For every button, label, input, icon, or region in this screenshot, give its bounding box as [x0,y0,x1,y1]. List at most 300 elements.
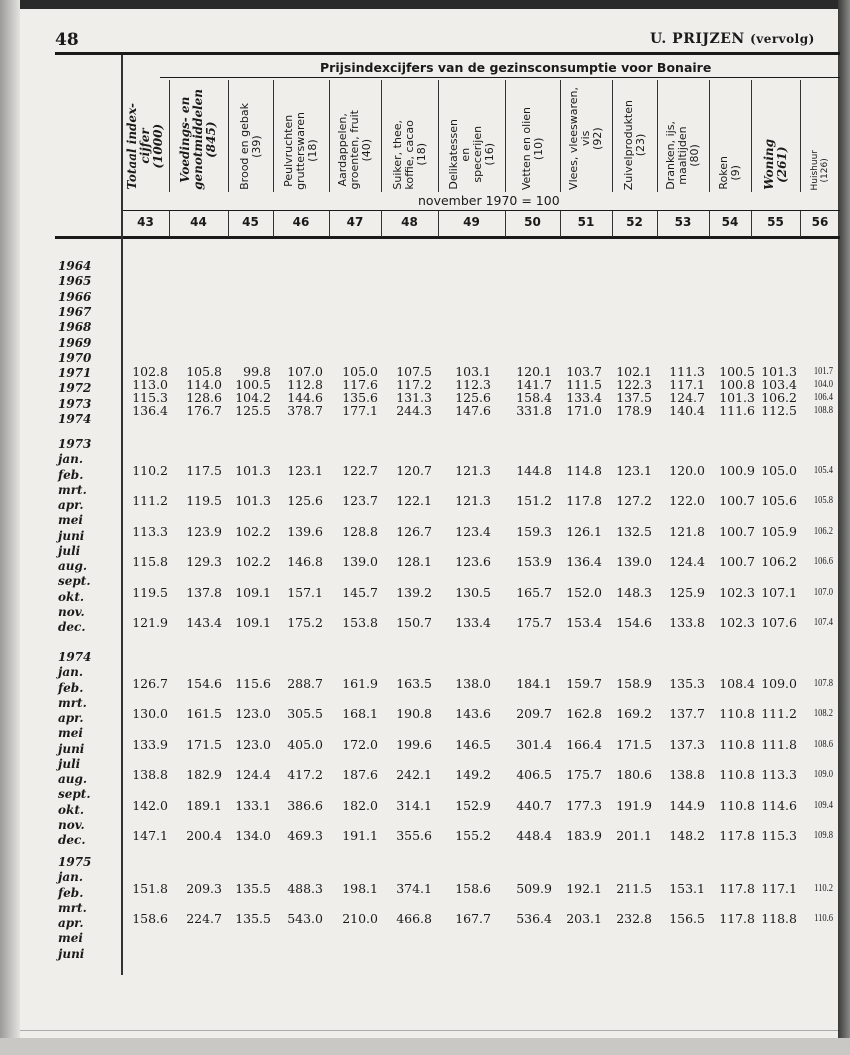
row-label-year: 1973 [58,396,92,411]
table-cell: 110.6 [814,913,833,924]
table-cell: 147.6 [455,403,491,418]
table-cell: 189.1 [186,797,222,813]
row-label-month: okt. [58,802,85,817]
table-cell: 378.7 [287,403,323,418]
table-cell: 165.7 [516,584,552,600]
column-separator [800,80,801,192]
column-header-label: Vlees, vleeswaren, vis (92) [567,87,604,190]
page-number: 48 [55,30,79,50]
table-cell: 106.6 [813,556,833,567]
table-cell: 488.3 [287,880,323,896]
table-cell: 123.1 [287,462,323,478]
table-cell: 161.9 [342,675,378,691]
table-cell: 124.4 [235,767,271,782]
column-header-label: Vetten en olien (10) [519,106,545,190]
table-cell: 405.0 [287,736,323,752]
table-cell: 122.1 [396,493,432,508]
table-cell: 121.3 [455,462,491,478]
column-separator [438,211,439,237]
table-cell: 121.8 [669,523,705,539]
table-cell: 113.0 [132,377,168,392]
table-cell: 448.4 [516,828,552,843]
row-label-year: 1970 [58,350,92,365]
table-cell: 466.8 [396,911,432,926]
row-label-month: jan. [58,870,84,885]
column-number: 54 [721,215,739,229]
table-cell: 159.3 [516,523,552,539]
table-cell: 100.5 [235,377,271,392]
table-cell: 117.1 [669,377,705,392]
row-label-month: mrt. [58,695,87,710]
table-cell: 201.1 [616,828,652,843]
table-cell: 110.8 [719,706,755,721]
table-cell: 406.5 [516,767,552,782]
row-label-year: 1967 [58,304,92,319]
table-cell: 111.2 [761,706,797,721]
table-cell: 191.9 [616,797,652,813]
table-cell: 148.2 [669,828,705,843]
column-header-48 [381,80,438,190]
row-label-month: aug. [58,772,88,786]
column-header-49 [438,80,505,190]
table-cell: 158.6 [132,911,168,926]
column-number: 53 [674,215,692,229]
row-label-month: juni [58,741,85,756]
row-label-year: 1966 [58,289,92,304]
row-label-month: apr. [58,916,84,930]
column-header-52 [612,80,657,190]
basis-rule [122,210,840,211]
table-cell: 161.5 [186,706,222,721]
table-cell: 135.3 [669,675,705,691]
table-cell: 110.8 [719,797,755,813]
table-cell: 133.8 [669,615,705,630]
table-cell: 137.7 [669,706,705,721]
row-label-month: dec. [58,833,86,847]
table-cell: 166.4 [566,736,602,752]
table-cell: 105.6 [761,493,797,508]
table-cell: 199.6 [396,736,432,752]
row-label-month: feb. [58,680,84,695]
column-separator [657,80,658,192]
table-cell: 123.4 [455,523,491,539]
table-cell: 122.0 [669,493,705,508]
table-cell: 139.0 [342,554,378,569]
table-cell: 102.8 [132,364,168,379]
table-cell: 123.6 [455,554,491,569]
table-cell: 135.6 [342,390,378,405]
table-cell: 107.6 [761,615,797,630]
column-header-45 [228,80,273,190]
row-label-month: sept. [58,787,91,802]
column-separator [169,80,170,192]
table-cell: 134.0 [235,828,271,843]
table-cell: 100.9 [719,462,755,478]
table-cell: 139.2 [396,584,432,600]
column-header-label: Totaal index- cijfer (1000) [125,103,165,190]
column-separator [560,80,561,192]
table-cell: 135.5 [235,880,271,896]
table-cell: 106.4 [813,392,833,403]
running-head [650,31,815,47]
table-cell: 101.3 [719,390,755,405]
table-cell: 117.1 [761,880,797,896]
table-cell: 120.0 [669,462,705,478]
column-separator [560,211,561,237]
table-cell: 167.7 [455,911,491,926]
table-cell: 123.9 [186,523,222,539]
table-cell: 127.2 [616,493,652,508]
table-cell: 123.7 [342,493,378,508]
column-number: 45 [242,215,259,229]
table-cell: 187.6 [342,767,378,782]
table-cell: 108.4 [719,675,755,691]
table-cell: 137.8 [186,584,222,600]
table-cell: 151.8 [132,880,168,896]
table-cell: 182.9 [186,767,222,782]
column-number: 55 [767,215,784,229]
table-cell: 138.8 [132,767,168,782]
table-cell: 543.0 [287,911,323,926]
column-header-44 [169,80,228,190]
table-cell: 305.5 [287,706,323,721]
row-label-month: juni [58,528,85,543]
table-cell: 101.3 [235,462,271,478]
table-cell: 153.1 [669,880,705,896]
column-header-51 [560,80,612,190]
column-separator [169,211,170,237]
row-label-month: jan. [58,452,84,467]
table-cell: 106.2 [761,390,797,405]
table-cell: 107.4 [813,617,833,628]
table-cell: 105.0 [761,462,797,478]
row-label-year: 1968 [58,320,92,335]
table-cell: 157.1 [287,584,323,600]
table-cell: 120.1 [516,364,552,379]
table-cell: 128.8 [342,523,378,539]
table-cell: 159.7 [566,675,602,691]
table-cell: 114.8 [566,462,602,478]
column-separator [228,211,229,237]
table-cell: 105.9 [761,523,797,539]
table-cell: 158.4 [516,390,552,405]
table-cell: 104.2 [235,390,271,405]
column-header-label: Zuivelprodukten (23) [621,99,647,190]
table-cell: 117.8 [719,880,755,896]
row-label-month: juni [58,946,85,961]
table-cell: 100.7 [719,554,755,569]
table-cell: 112.3 [455,377,491,392]
row-label-month: mei [58,726,83,741]
column-header-label: Huishuur (126) [810,149,830,190]
table-cell: 102.1 [616,364,652,379]
table-cell: 128.6 [186,390,222,405]
row-label-month: dec. [58,620,86,634]
table-cell: 172.0 [342,736,378,752]
row-label-month: sept. [58,574,91,589]
table-cell: 136.4 [132,403,168,418]
table-cell: 156.5 [669,911,705,926]
row-label-month: okt. [58,589,85,604]
table-cell: 125.9 [669,584,705,600]
row-label-year: 1971 [58,366,92,381]
column-header-50 [505,80,560,190]
column-header-55 [751,80,800,190]
column-separator [505,80,506,192]
row-label-year: 1974 [58,412,92,426]
table-cell: 137.3 [669,736,705,752]
table-cell: 175.2 [287,615,323,630]
column-separator [438,80,439,192]
column-number: 51 [577,215,595,229]
table-cell: 109.4 [813,799,833,811]
table-cell: 115.3 [761,828,797,843]
row-label-month: feb. [58,467,84,482]
table-cell: 125.6 [287,493,323,508]
table-cell: 107.5 [396,364,432,379]
row-label-month: apr. [58,711,84,725]
table-cell: 158.9 [616,675,652,691]
column-number: 46 [292,215,310,229]
table-cell: 115.8 [132,554,168,569]
table-cell: 100.7 [719,493,755,508]
table-cell: 183.9 [566,828,602,843]
column-separator [751,80,752,192]
table-cell: 106.2 [813,525,833,537]
table-cell: 117.2 [396,377,432,392]
table-cell: 113.3 [132,523,168,539]
table-cell: 175.7 [516,615,552,630]
table-cell: 509.9 [516,880,552,896]
table-cell: 117.8 [719,828,755,843]
table-cell: 177.1 [342,403,378,418]
running-head-suffix: (vervolg) [750,32,815,46]
table-cell: 209.3 [186,880,222,896]
table-cell: 149.2 [455,767,491,782]
table-cell: 136.4 [566,554,602,569]
column-separator [657,211,658,237]
column-separator [329,211,330,237]
row-label-month: juli [58,756,81,771]
column-header-43 [122,80,169,190]
scan-bottom-edge [0,1038,850,1055]
table-cell: 142.0 [132,797,168,813]
table-cell: 158.6 [455,880,491,896]
row-label-year: 1973 [58,437,92,451]
row-label-month: apr. [58,498,84,512]
table-cell: 151.2 [516,493,552,508]
table-cell: 122.3 [616,377,652,392]
table-cell: 153.9 [516,554,552,569]
column-separator [800,211,801,237]
table-cell: 100.8 [719,377,755,392]
table-cell: 118.8 [761,911,797,926]
table-cell: 111.2 [132,493,168,508]
table-cell: 103.7 [566,364,602,379]
table-cell: 126.7 [132,675,168,691]
table-cell: 200.4 [186,828,222,843]
column-number: 48 [401,215,418,229]
table-cell: 133.1 [235,797,271,813]
table-cell: 117.6 [342,377,378,392]
table-cell: 135.5 [235,911,271,926]
header-rule [55,52,840,55]
table-cell: 224.7 [186,911,222,926]
row-label-year: 1974 [58,650,92,664]
column-separator [709,80,710,192]
column-number: 50 [524,215,541,229]
table-cell: 153.8 [342,615,378,630]
table-cell: 145.7 [342,584,378,600]
table-cell: 203.1 [566,911,602,926]
table-cell: 110.2 [814,882,833,894]
column-number: 44 [190,215,207,229]
table-cell: 111.6 [719,403,755,418]
table-cell: 128.1 [396,554,432,569]
table-cell: 126.7 [396,523,432,539]
row-label-year: 1969 [58,335,92,350]
running-head-title: U. PRIJZEN [650,31,745,47]
row-label-month: nov. [58,604,85,619]
row-label-month: feb. [58,885,84,900]
table-cell: 148.3 [616,584,652,600]
table-cell: 106.2 [761,554,797,569]
column-separator [612,80,613,192]
column-separator [751,211,752,237]
table-cell: 210.0 [342,911,378,926]
table-cell: 108.6 [813,738,833,750]
table-cell: 176.7 [186,403,222,418]
scan-top-edge [0,0,850,9]
column-header-label: Peulvruchten grutterswaren (18) [282,112,319,190]
table-cell: 109.0 [813,769,833,780]
row-label-month: mrt. [58,900,87,915]
column-number-rule [55,236,840,239]
table-title: Prijsindexcijfers van de gezinsconsumptie voor Bonaire [320,60,712,75]
table-cell: 111.3 [669,364,705,379]
table-cell: 102.2 [235,554,271,569]
table-cell: 105.4 [813,464,833,476]
table-cell: 101.3 [235,493,271,508]
table-cell: 111.5 [566,377,602,392]
table-cell: 146.5 [455,736,491,752]
column-header-label: Aardappelen, groenten, fruit (40) [336,110,373,190]
table-cell: 184.1 [516,675,552,691]
table-cell: 198.1 [342,880,378,896]
table-cell: 108.8 [813,405,833,416]
column-header-label: Suiker, thee, koffie, cacao (18) [390,120,428,190]
table-cell: 242.1 [396,767,432,782]
table-cell: 108.2 [813,708,833,719]
table-cell: 175.7 [566,767,602,782]
table-cell: 125.5 [235,403,271,418]
table-cell: 150.7 [396,615,432,630]
column-separator [329,80,330,192]
table-cell: 171.5 [186,736,222,752]
column-header-label: Delikatessen en specerijen (16) [446,119,496,190]
table-cell: 536.4 [516,911,552,926]
table-cell: 110.8 [719,767,755,782]
table-cell: 114.6 [761,797,797,813]
table-cell: 154.6 [616,615,652,630]
table-cell: 355.6 [396,828,432,843]
table-cell: 182.0 [342,797,378,813]
table-cell: 139.0 [616,554,652,569]
table-cell: 171.0 [566,403,602,418]
column-number: 49 [463,215,480,229]
column-header-47 [329,80,381,190]
table-cell: 125.6 [455,390,491,405]
column-separator [228,80,229,192]
table-cell: 107.1 [761,584,797,600]
column-header-label: Dranken, ijs, maaltijden (80) [664,121,701,190]
table-cell: 191.1 [342,828,378,843]
table-cell: 122.7 [342,462,378,478]
table-cell: 105.8 [186,364,222,379]
table-cell: 147.1 [132,828,168,843]
column-separator [612,211,613,237]
table-cell: 109.0 [761,675,797,691]
table-cell: 469.3 [287,828,323,843]
table-cell: 162.8 [566,706,602,721]
table-cell: 146.8 [287,554,323,569]
table-cell: 192.1 [566,880,602,896]
table-cell: 101.7 [813,366,833,377]
table-cell: 171.5 [616,736,652,752]
table-cell: 140.4 [669,403,705,418]
table-cell: 105.8 [813,495,833,506]
table-cell: 133.9 [132,736,168,752]
column-header-label: Voedings- en genotmiddelen (845) [178,89,218,190]
table-cell: 100.5 [719,364,755,379]
column-number: 56 [811,215,829,229]
table-cell: 110.8 [719,736,755,752]
row-label-year: 1965 [58,274,92,289]
table-cell: 103.1 [455,364,491,379]
table-cell: 115.3 [132,390,168,405]
column-header-label: Woning (261) [761,139,789,190]
table-cell: 126.1 [566,523,602,539]
table-cell: 130.0 [132,706,168,721]
table-cell: 102.3 [719,615,755,630]
table-cell: 129.3 [186,554,222,569]
table-cell: 144.9 [669,797,705,813]
row-label-year: 1972 [58,381,92,396]
table-cell: 109.1 [235,584,271,600]
table-cell: 119.5 [132,584,168,600]
column-separator [381,211,382,237]
column-number: 52 [626,215,643,229]
column-separator [505,211,506,237]
table-cell: 113.3 [761,767,797,782]
table-cell: 163.5 [396,675,432,691]
table-cell: 374.1 [396,880,432,896]
table-cell: 144.6 [287,390,323,405]
row-label-year: 1964 [58,259,92,273]
table-cell: 115.6 [235,675,271,691]
row-label-month: jan. [58,665,84,680]
column-header-53 [657,80,709,190]
row-label-month: mei [58,931,83,946]
table-cell: 107.8 [813,677,833,689]
table-cell: 180.6 [616,767,652,782]
table-cell: 110.2 [132,462,168,478]
table-cell: 107.0 [813,586,833,598]
column-separator [273,80,274,192]
table-cell: 102.2 [235,523,271,539]
table-cell: 211.5 [616,880,652,896]
table-cell: 169.2 [616,706,652,721]
